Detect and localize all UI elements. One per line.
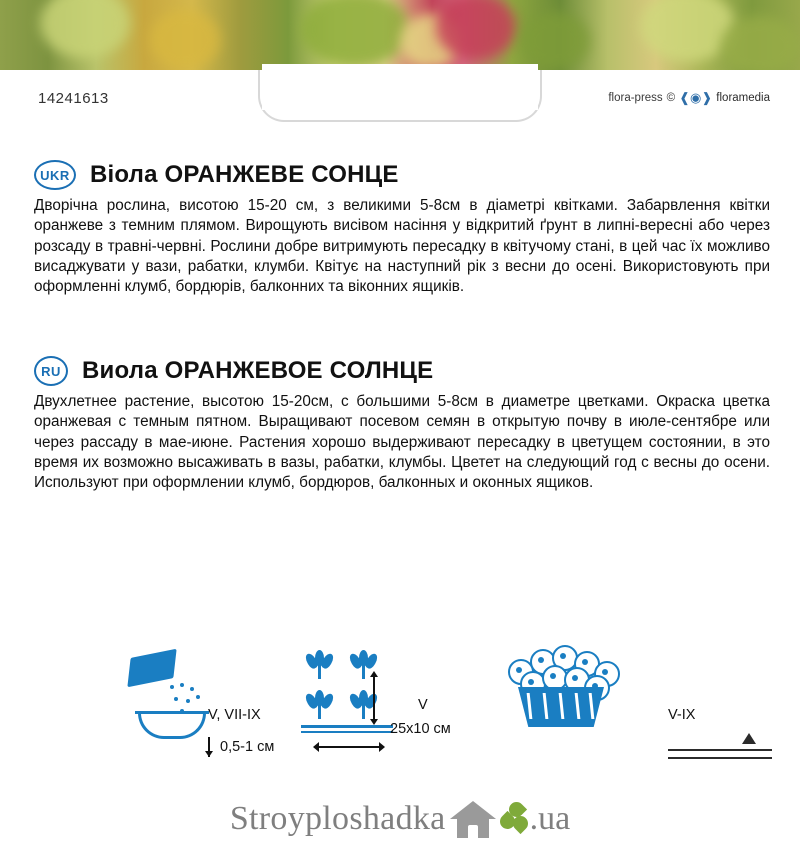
- ground-line-icon: [301, 731, 393, 733]
- seedling-icon: [305, 693, 335, 721]
- publisher-credit: [608, 91, 770, 104]
- bird-icon: ❰◉❱: [679, 90, 713, 105]
- title-variety-ru: ОРАНЖЕВОЕ СОЛНЦЕ: [164, 357, 434, 384]
- flowering-months: V-IX: [668, 707, 696, 723]
- seedling-icon: [305, 653, 335, 681]
- seed-packet-shape: [127, 649, 176, 687]
- description-ukr: Дворічна рослина, висотою 15-20 см, з великими 5-8см в діаметрі квітками. Забарвлення квітки оранжеве з темним плямом. Вирощують висівом насіння у відкритий ґрунт в липні-вересні або через розсаду в травні-червні. Рослини добре витримують пересадку в квітучому стані, в цей час їх можливо висаджувати у вази, рабатки, клумби. Квітує на наступний рік з весни до осені. Використовують при оформленні клумб, бордюрів, балконних та віконних ящиків.: [34, 197, 770, 296]
- vertical-double-arrow-icon: [368, 671, 380, 725]
- house-icon: [450, 799, 496, 839]
- article-number: 14241613: [38, 90, 109, 107]
- title-prefix-ru: Виола: [82, 357, 158, 384]
- decorative-lines: [668, 741, 778, 767]
- product-title-ru: [82, 357, 433, 385]
- language-block-ukr: [34, 160, 770, 298]
- leaf-icon: [500, 802, 526, 836]
- language-badge-ukr: UKR: [34, 160, 76, 190]
- watermark-domain: .ua: [529, 800, 571, 837]
- product-photo-strip: [0, 0, 800, 70]
- hang-hole-notch-fill: [262, 64, 538, 110]
- language-block-ru: [34, 356, 770, 494]
- seed-packet-back: [0, 70, 800, 837]
- sowing-depth: [204, 737, 274, 757]
- pot-stripes-icon: [524, 693, 598, 723]
- title-prefix-ukr: Віола: [90, 161, 158, 188]
- copyright-symbol: ©: [666, 91, 676, 104]
- planting-month: V: [418, 697, 428, 713]
- ukr-heading: [34, 160, 770, 190]
- flower-cluster-icon: [500, 645, 620, 691]
- sowing-depth-value: 0,5-1 см: [220, 739, 275, 755]
- description-ru: Двухлетнее растение, высотою 15-20см, с большими 5-8см в диаметре цветками. Окраска цветка оранжевая с темным пятном. Выращивают посевом семян в открытую почву в июле-сентябре или через рассаду в мае-июне. Растения хорошо выдерживают пересадку в цветущем состоянии, в это время их возможно высаживать в вазы, рабатки, клумбы. Цветет на следующий год с весны до осени. Используют при оформлении клумб, бордюров, балконных и оконных ящиков.: [34, 393, 770, 492]
- ground-line-icon: [301, 725, 393, 728]
- pictogram-row: [0, 645, 800, 775]
- publisher-prefix: flora-press: [608, 91, 663, 104]
- product-title-ukr: [90, 161, 399, 189]
- publisher-name: floramedia: [716, 91, 770, 104]
- title-variety-ukr: ОРАНЖЕВЕ СОНЦЕ: [164, 161, 399, 188]
- language-badge-ru: RU: [34, 356, 68, 386]
- watermark: [0, 786, 800, 852]
- sowing-months: V, VII-IX: [208, 707, 261, 723]
- down-arrow-icon: [204, 737, 214, 757]
- ru-heading: [34, 356, 770, 386]
- horizontal-double-arrow-icon: [313, 741, 385, 753]
- watermark-text: Stroyploshadka: [229, 800, 446, 837]
- seed-packet-sowing-icon: [130, 653, 174, 683]
- planting-spacing: 25x10 см: [390, 721, 451, 737]
- seed-tray-icon: [138, 713, 206, 739]
